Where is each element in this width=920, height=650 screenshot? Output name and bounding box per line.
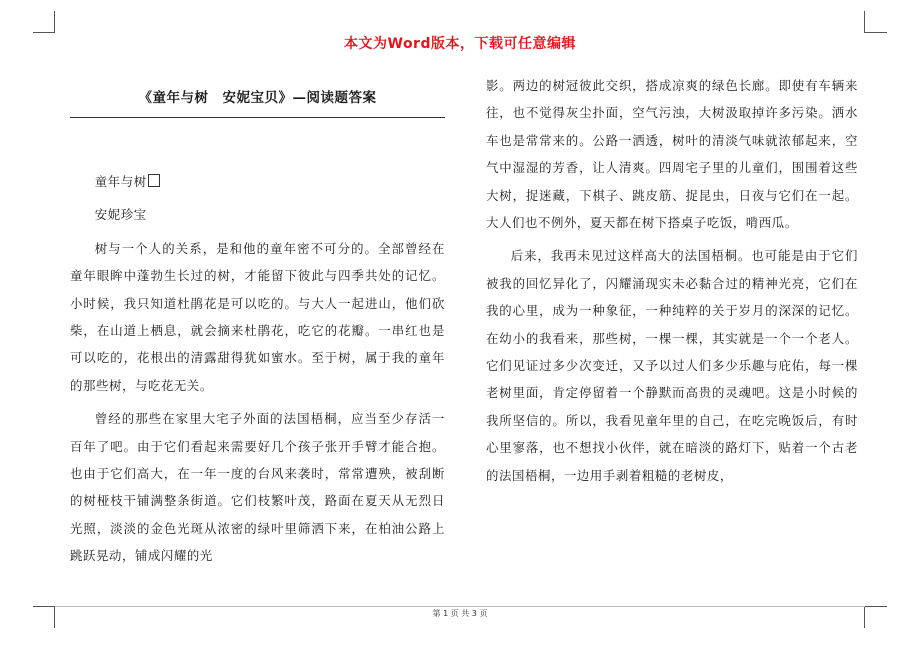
paragraph: 影。两边的树冠彼此交织，搭成凉爽的绿色长廊。即使有车辆来往，也不觉得灰尘扑面，空气污浊，大树汲取掉许多污染。洒水车也是常常来的。公路一洒透，树叶的清淡气味就浓郁起来，空气中湿湿的芳香，让人清爽。四周宅子里的儿童们，围围着这些大树，捉迷藏，下棋子、跳皮筋、捉昆虫，日夜与它们在一起。大人们也不例外，夏天都在树下搭桌子吃饭，啃西瓜。 [486,78,858,231]
crop-mark [864,11,865,33]
paragraph: 曾经的那些在家里大宅子外面的法国梧桐，应当至少存活一百年了吧。由于它们看起来需要好几个孩子张开手臂才能合抱。也由于它们高大，在一年一度的台风来袭时，常常遭殃，被刮断的树桠枝干铺满整条街道。它们枝繁叶茂，路面在夏天从无烈日光照，淡淡的金色光斑从浓密的绿叶里筛洒下来，在柏油公路上跳跃晃动，铺成闪耀的光 [70,411,445,564]
article-heading: 童年与树 [70,168,445,195]
author-line: 安妮珍宝 [94,207,147,223]
left-column [70,80,445,570]
crop-mark [54,11,55,33]
missing-glyph-box [148,174,160,187]
title-divider [70,117,445,118]
page-number: 第 1 页 共 3 页 [429,609,492,618]
paragraph: 树与一个人的关系，是和他的童年密不可分的。全部曾经在童年眼眸中蓬勃生长过的树，才能留下彼此与四季共处的记忆。小时候，我只知道杜鹃花是可以吃的。与大人一起进山，他们砍柴，在山道上栖息，就会摘来杜鹃花，吃它的花瓣。一串红也是可以吃的，花根出的清露甜得犹如蜜水。至于树，属于我的童年的那些树，与吃花无关。 [70,240,445,393]
download-banner: 本文为Word版本，下载可任意编辑 [344,36,576,52]
page-footer [0,601,920,620]
right-column [486,72,858,489]
paragraph: 后来，我再未见过这样高大的法国梧桐。也可能是由于它们被我的回忆异化了，闪耀涌现实未必黏合过的精神光亮，它们在我的心里，成为一种象征，一种纯粹的关于岁月的深深的记忆。在幼小的我看来，那些树，一棵一棵，其实就是一个一个老人。它们见证过多少次变迁，又予以过人们多少乐趣与庇佑，每一棵老树里面，肯定停留着一个静默而高贵的灵魂吧。这是小时候的我所坚信的。所以，我看见童年里的自己，在吃完晚饭后，有时心里寥落，也不想找小伙伴，就在暗淡的路灯下，贴着一个古老的法国梧桐，一边用手剥着粗糙的老树皮， [486,248,858,483]
page-title: 《童年与树 安妮宝贝》—阅读题答案 [138,90,377,106]
